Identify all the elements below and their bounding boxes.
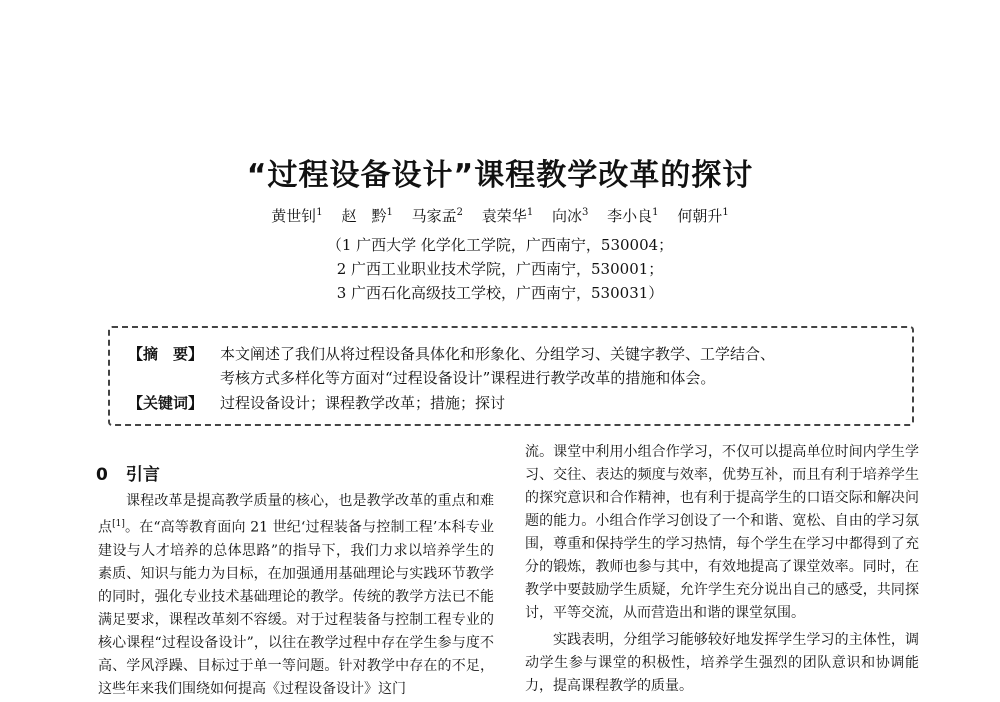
author-affiliation-mark: 2 [456,207,464,218]
abstract-label: 【摘 要】 [128,345,204,363]
paragraph: 流。课堂中利用小组合作学习，不仅可以提高单位时间内学生学习、交往、表达的频度与效率，优势互补，而且有利于培养学生的探究意识和合作精神，也有利于提高学生的口语交际和解决问题的能力。小组合作学习创设了一个和谐、宽松、自由的学习氛围，尊重和保持学生的学习热情，每个学生在学习中都得到了充分的锻炼，教师也参与其中，有效地提高了课堂效率。同时，在教学中要鼓励学生质疑，允许学生充分说出自己的感受，共同探讨，平等交流，从而营造出和谐的课堂氛围。 [525,444,919,621]
section-title: 引言 [125,465,160,485]
author [341,207,392,225]
author-affiliation-mark: 1 [722,207,729,218]
author-name: 马家孟 [411,207,457,225]
author [552,207,588,225]
author [271,207,322,225]
author [412,207,463,225]
author-name: 赵 黔 [341,207,387,225]
right-column [525,441,919,698]
section-heading [96,460,160,485]
paragraph-text: 。在“高等教育面向 21 世纪‘过程装备与控制工程’本科专业建设与人才培养的总体思路”的指导下，我们力求以培养学生的素质、知识与能力为目标，在加强通用基础理论与实践环节教学的同时，强化专业技术基础理论的教学。传统的教学方法已不能满足要求，课程改革刻不容缓。对于过程装备与控制工程专业的核心课程“过程设备设计”，以往在教学过程中存在学生参与度不高、学风浮躁、目标过于单一等问题。针对教学中存在的不足，这些年来我们围绕如何提高《过程设备设计》这门 [98,519,494,697]
author-affiliation-mark: 1 [652,207,659,218]
author-name: 袁荣华 [481,207,527,225]
paragraph: 实践表明，分组学习能够较好地发挥学生学习的主体性，调动学生参与课堂的积极性，培养学生强烈的团队意识和协调能力，提高课程教学的质量。 [525,632,919,694]
citation-ref: [1] [112,519,125,529]
author-name: 黄世钊 [271,207,317,225]
paragraph [98,490,494,701]
author-name: 何朝升 [677,207,723,225]
author [677,207,728,225]
author [482,207,533,225]
left-column [98,490,494,701]
affiliation-1: （1 广西大学 化学化工学院，广西南宁，530004； [326,236,674,254]
author-affiliation-mark: 1 [316,207,323,218]
abstract-text-line-2: 考核方式多样化等方面对“过程设备设计”课程进行教学改革的措施和体会。 [220,369,716,387]
paragraph-text: 课程改革是提高教学质量的核心，也是教学改革的重点和难点 [98,493,494,536]
keywords-label: 【关键词】 [128,394,204,412]
author-name: 向冰 [551,207,582,225]
author [607,207,658,225]
paper-title: “过程设备设计”课程教学改革的探讨 [246,158,754,193]
author-affiliation-mark: 3 [581,207,589,218]
abstract-text-line-1: 本文阐述了我们从将过程设备具体化和形象化、分组学习、关键字教学、工学结合、 [220,345,776,363]
author-affiliation-mark: 1 [386,207,393,218]
section-number: 0 [96,465,108,485]
keywords-text: 过程设备设计；课程教学改革；措施；探讨 [220,394,506,412]
author-name: 李小良 [607,207,653,225]
affiliation-3: 3 广西石化高级技工学校，广西南宁，530031） [336,284,664,302]
author-list [0,205,1000,226]
affiliation-2: 2 广西工业职业技术学院，广西南宁，530001； [336,260,664,278]
author-affiliation-mark: 1 [526,207,534,218]
